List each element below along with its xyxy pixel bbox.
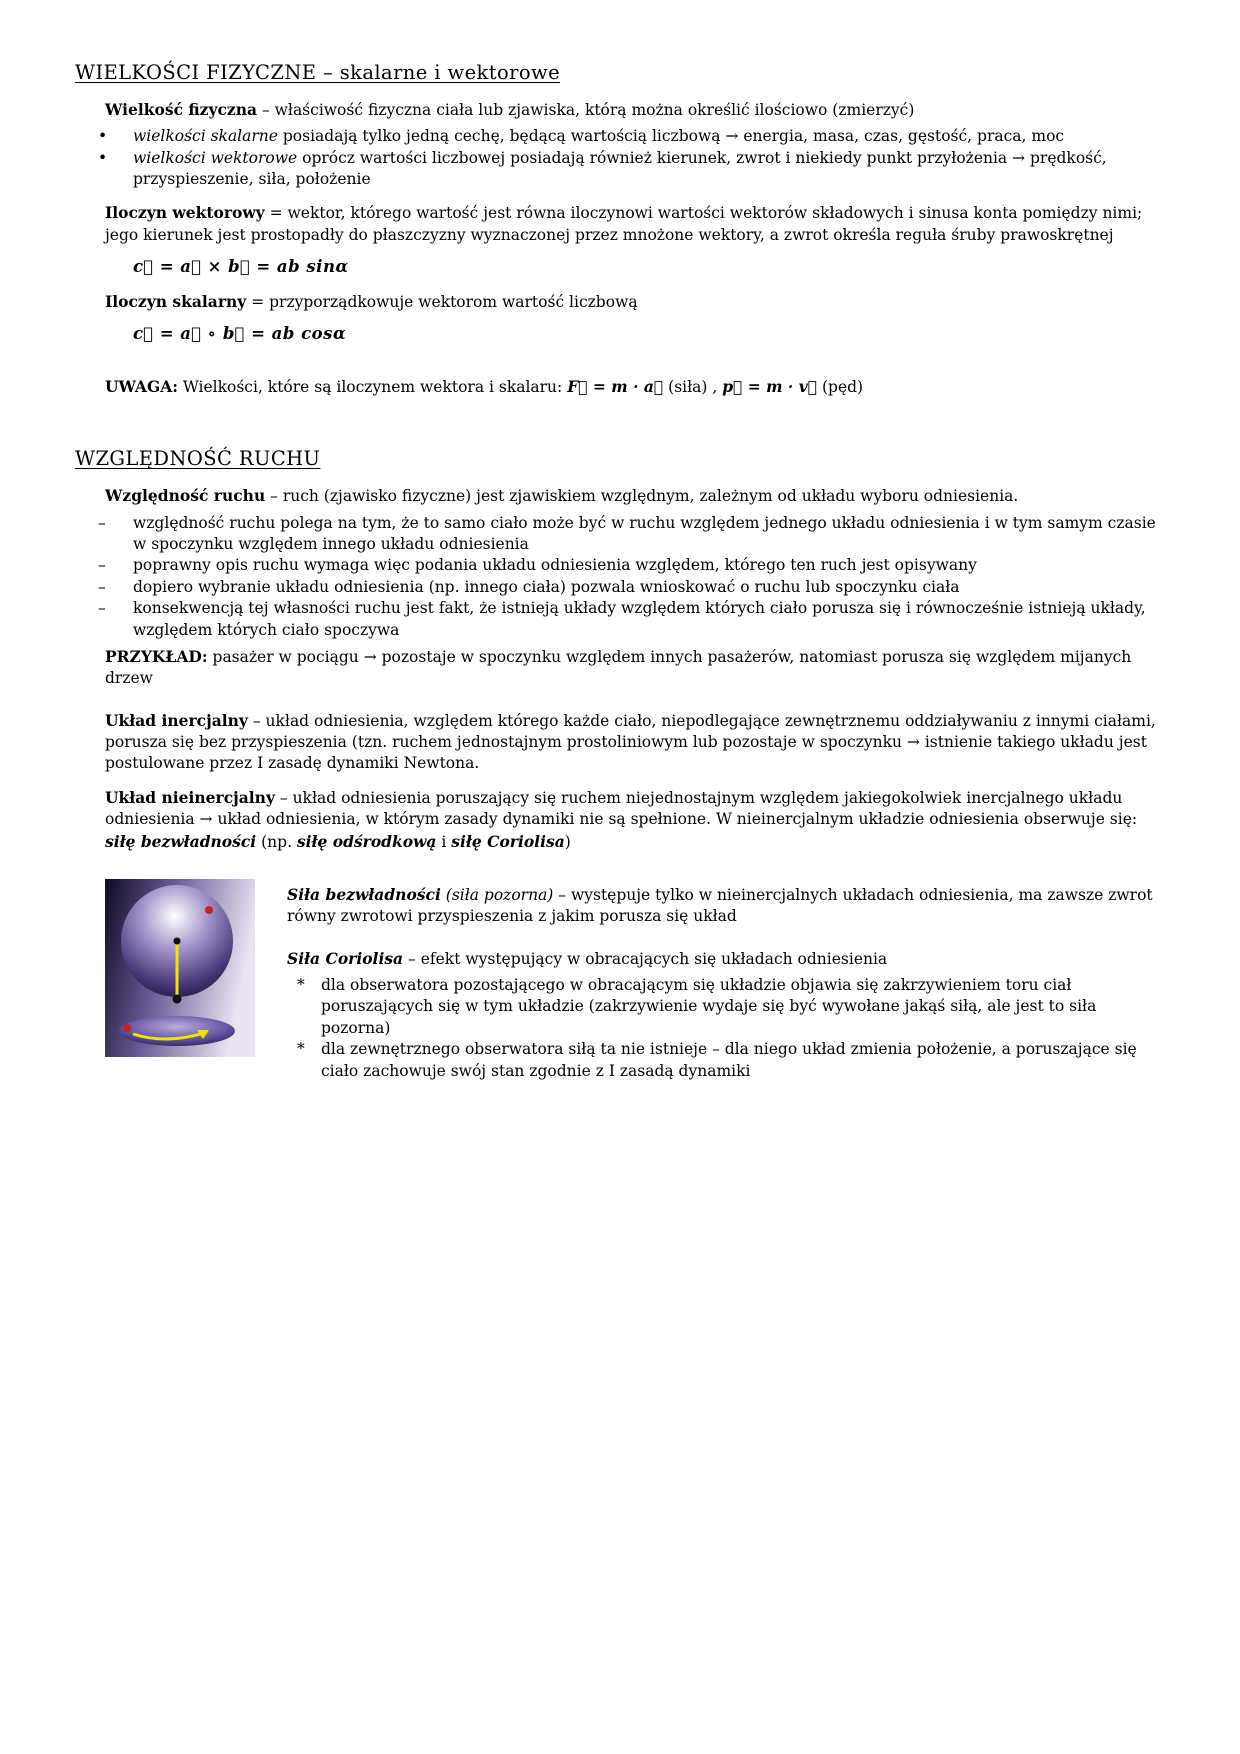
term-wielkosci-skalarne: wielkości skalarne [133,127,278,146]
term-sila-coriolisa: siłę Coriolisa [451,831,565,851]
dash-item [95,598,1170,641]
definition-text: = wektor, którego wartość jest równa iloczynowi wartości wektorów składowych i sinusa konta pomiędzy nimi; jego kierunek jest prostopadły do płaszczyzny wyznaczonej przez mnożone wektory, a zwrot określa reguła śruby prawoskrętnej [105,204,1143,244]
asterisk-icon: * [297,1040,305,1059]
definition-text: – ruch (zjawisko fizyczne) jest zjawiskiem względnym, zależnym od układu wyboru odniesienia. [265,487,1019,506]
list-item-body [133,148,1170,191]
definition-text: – układ odniesienia poruszający się ruchem niejednostajnym względem jakiegokolwiek inercjalnego układu odniesienia → układ odniesienia, w którym zasady dynamiki nie są spełnione. [105,788,1123,829]
star-item [293,1039,1170,1082]
dash-icon: – [98,599,106,618]
definition-iloczyn-skalarny [105,291,1170,313]
definition-text: – występuje tylko w nieinercjalnych układach odniesienia, ma zawsze zwrot równy zwrotowi przyspieszenia z jakim porusza się układ [287,885,1153,926]
cross-product-formula: c⃗ = a⃗ × b⃗ = ab sinα [133,257,349,277]
uwaga-text: Wielkości, które są iloczynem wektora i skalaru: [177,378,568,397]
example-text: pasażer w pociągu → pozostaje w spoczynku względem innych pasażerów, natomiast porusza się względem mijanych drzew [105,647,1132,688]
uwaga-label: UWAGA: [105,377,178,397]
dot-product-formula: c⃗ = a⃗ ∘ b⃗ = ab cosα [133,324,347,344]
definition-text: – układ odniesienia, względem którego każde ciało, niepodlegające zewnętrznemu oddziaływaniu z innymi ciałami, porusza się bez przyspieszenia (tzn. ruchem jednostajnym prostoliniowym lub pozostaje w spoczynku → istnienie takiego układu jest postulowane przez I zasadę dynamiki Newtona. [105,711,1156,773]
relativity-dash-list [95,513,1170,641]
term-iloczyn-wektorowy: Iloczyn wektorowy [105,203,265,223]
rotating-disc [119,1016,235,1046]
section1-title: WIELKOŚCI FIZYCZNE – skalarne i wektorowe [75,61,561,84]
term-uklad-nieinercjalny: Układ nieinercjalny [105,787,275,807]
star-item-text: dla obserwatora pozostającego w obracającym się układzie objawia się zakrzywieniem toru ciał poruszających się w tym układzie (zakrzywienie wydaje się być wywołane jakąś siłą, ale jest to siła pozorna) [321,976,1097,1037]
dash-icon: – [98,556,106,575]
dash-icon: – [98,513,106,532]
pendulum-illustration [105,879,255,1082]
term-wzglednosc-ruchu: Względność ruchu [105,486,266,506]
star-item-text: dla zewnętrznego obserwatora siłą ta nie istnieje – dla niego układ zmienia położenie, a poruszające się ciało zachowuje swój stan zgodnie z I zasadą dynamiki [321,1040,1137,1080]
dash-item [95,555,1170,576]
illustration-text-column [287,879,1170,1082]
list-item-body [133,126,1170,147]
term-uklad-inercjalny: Układ inercjalny [105,710,248,730]
term-iloczyn-skalarny: Iloczyn skalarny [105,291,247,311]
dash-item [95,577,1170,598]
pivot-dot [174,937,181,944]
term-wielkosci-wektorowe: wielkości wektorowe [133,148,298,167]
term-sila-coriolisa: Siła Coriolisa [287,948,404,968]
definition-text: – efekt występujący w obracających się układach odniesienia [403,949,888,968]
definition-uklad-inercjalny [105,710,1170,775]
definition-text: ) [564,832,571,851]
force-formula: F⃗ = m · a⃗ [567,377,664,397]
coriolis-star-list [293,975,1170,1082]
dash-item-text: względność ruchu polega na tym, że to samo ciało może być w ruchu względem jednego układu odniesienia i w tym samym czasie w spoczynku względem innego układu odniesienia [133,513,1156,554]
disc-dot-red [123,1024,131,1032]
foucault-pendulum-image [105,879,255,1057]
list-item-skalarne [95,126,1170,147]
scalar-vector-list [95,126,1170,190]
definition-text: = przyporządkowuje wektorom wartość liczbową [246,292,638,311]
section2-title: WZGLĘDNOŚĆ RUCHU [75,447,321,471]
term-sila-pozorna: (siła pozorna) [440,885,554,904]
momentum-note: (pęd) [817,378,864,397]
definition-wzglednosc-ruchu [105,485,1170,507]
momentum-formula: p⃗ = m · v⃗ [722,377,818,397]
definition-text: (np. [256,832,297,851]
term-sila-odsrodkowa: siłę odśrodkową [296,831,437,851]
marker-dot-red [205,906,213,914]
list-item-wektorowe [95,148,1170,191]
dash-item-text: konsekwencją tej własności ruchu jest fakt, że istnieją układy względem których ciało porusza się i równocześnie istnieją układy, względem których ciało spoczywa [133,599,1146,639]
force-note: (siła) , [663,378,723,397]
definition-sila-coriolisa [287,948,1170,970]
dash-item-text: dopiero wybranie układu odniesienia (np. innego ciała) pozwala wnioskować o ruchu lub spoczynku ciała [133,577,960,596]
illustration-section [105,879,1170,1082]
dash-item-text: poprawny opis ruchu wymaga więc podania układu odniesienia względem, którego ten ruch jest opisywany [133,556,977,575]
uwaga-note [105,376,1170,398]
asterisk-icon: * [297,976,305,995]
bullet-icon: • [98,148,108,167]
definition-text: W nieinercjalnym układzie odniesienia obserwuje się: [715,810,1138,829]
term-sila-bezwladnosci: siłę bezwładności [105,831,257,851]
term-wielkosc-fizyczna: Wielkość fizyczna [105,99,258,119]
definition-text: – właściwość fizyczna ciała lub zjawiska, którą można określić ilościowo (zmierzyć) [257,100,915,119]
example-label: PRZYKŁAD: [105,646,208,666]
definition-uklad-nieinercjalny [105,787,1170,853]
star-item [293,975,1170,1039]
dash-item [95,513,1170,556]
term-sila-bezwladnosci: Siła bezwładności [287,884,441,904]
bob-dot [173,994,182,1003]
list-item-text: oprócz wartości liczbowej posiadają również kierunek, zwrot i niekiedy punkt przyłożenia → prędkość, przyspieszenie, siła, położenie [133,148,1107,189]
bullet-icon: • [98,127,108,146]
example-paragraph [105,646,1170,690]
definition-text: i [436,832,452,851]
list-item-text: posiadają tylko jedną cechę, będącą wartością liczbową → energia, masa, czas, gęstość, praca, moc [277,127,1065,146]
dash-icon: – [98,577,106,596]
definition-iloczyn-wektorowy [105,202,1170,246]
definition-sila-bezwladnosci [287,884,1170,928]
definition-wielkosc-fizyczna [105,99,1170,121]
